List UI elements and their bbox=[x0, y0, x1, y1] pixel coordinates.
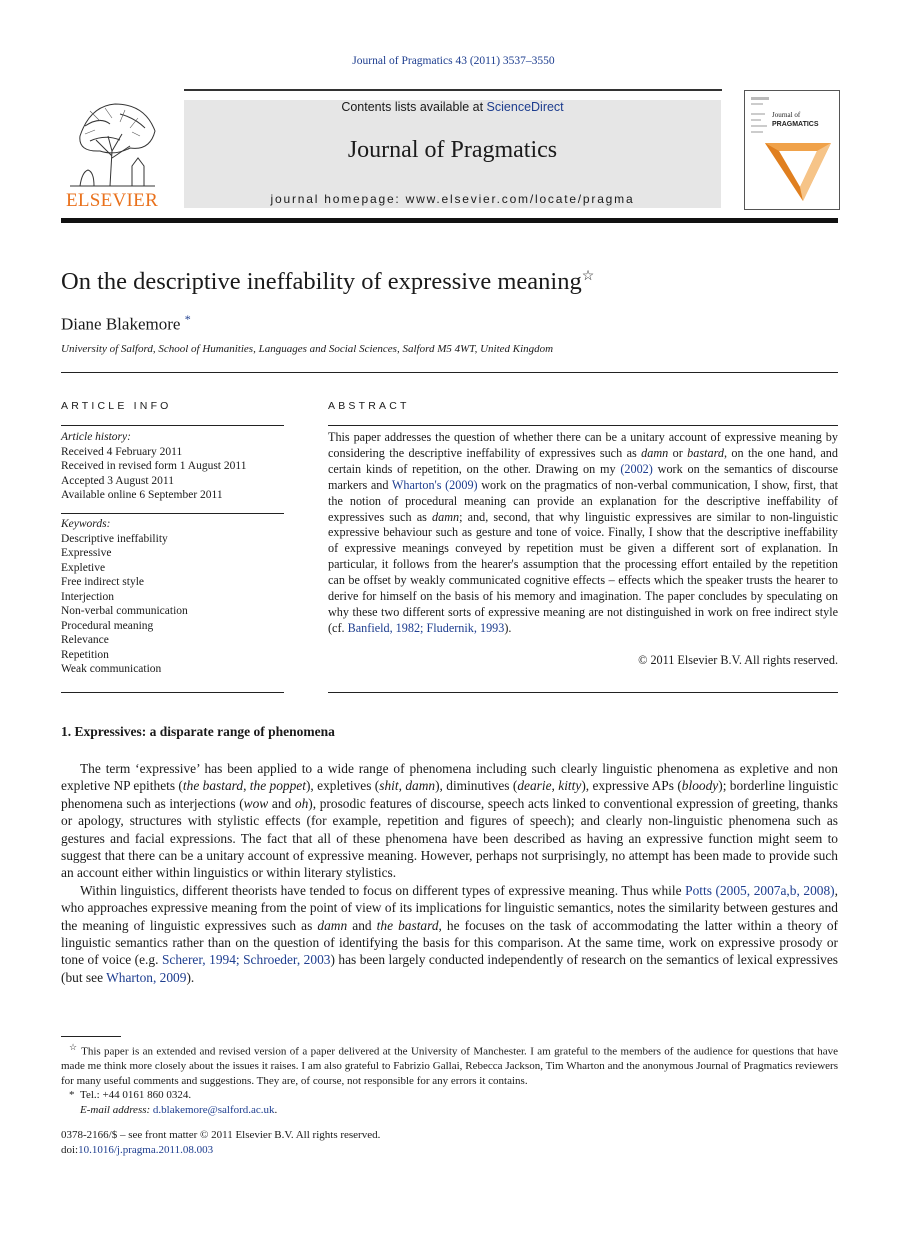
journal-homepage[interactable]: journal homepage: www.elsevier.com/locate/pragma bbox=[270, 192, 635, 206]
footnote-rule bbox=[61, 1036, 121, 1037]
ref-link[interactable]: Potts (2005, 2007a,b, 2008) bbox=[685, 882, 835, 898]
abstract-rule bbox=[328, 425, 838, 426]
history-item: Available online 6 September 2011 bbox=[61, 489, 223, 501]
copyright-notice: © 2011 Elsevier B.V. All rights reserved. bbox=[638, 653, 838, 667]
history-heading: Article history: bbox=[61, 431, 131, 443]
keyword-item: Repetition bbox=[61, 648, 109, 661]
ref-link[interactable]: Wharton, 2009 bbox=[106, 969, 187, 985]
header-thick-rule bbox=[61, 218, 838, 223]
journal-title: Journal of Pragmatics bbox=[347, 137, 558, 163]
article-history bbox=[61, 430, 284, 503]
author-affiliation: University of Salford, School of Humanities, Languages and Social Sciences, Salford M5 4WT, United Kingdom bbox=[61, 343, 554, 355]
keyword-item: Descriptive ineffability bbox=[61, 532, 168, 545]
keywords-heading: Keywords: bbox=[61, 518, 111, 530]
author-email-link[interactable]: d.blakemore@salford.ac.uk bbox=[152, 1104, 275, 1117]
issn-line: 0378-2166/$ – see front matter © 2011 Elsevier B.V. All rights reserved. bbox=[61, 1129, 381, 1141]
contents-line: Contents lists available at ScienceDirect bbox=[341, 100, 564, 114]
keyword-item: Interjection bbox=[61, 590, 115, 603]
cover-art-icon bbox=[745, 91, 839, 209]
journal-citation[interactable]: Journal of Pragmatics 43 (2011) 3537–3550 bbox=[352, 55, 555, 67]
article-info-rule bbox=[61, 425, 284, 426]
title-footnote-mark[interactable]: ☆ bbox=[581, 269, 595, 284]
article-info-label: ARTICLE INFO bbox=[61, 400, 172, 412]
elsevier-logo-text: ELSEVIER bbox=[65, 190, 159, 211]
journal-cover bbox=[744, 90, 840, 210]
history-item: Received 4 February 2011 bbox=[61, 445, 183, 458]
author-name: Diane Blakemore * bbox=[61, 312, 191, 334]
keywords-rule bbox=[61, 513, 284, 514]
cover-title-line1: Journal of bbox=[772, 111, 801, 119]
history-item: Accepted 3 August 2011 bbox=[61, 474, 174, 487]
footnote-star-mark: ☆ bbox=[69, 1042, 78, 1052]
footnote-asterisk-mark: * bbox=[69, 1089, 75, 1102]
abstract-label: ABSTRACT bbox=[328, 400, 410, 412]
body-paragraph: The term ‘expressive’ has been applied to a wide range of phenomena including such clearly linguistic phenomena as expletive and non expletive NP epithets (the bastard, the poppet), expletives (shit, damn), diminutives (dearie, kitty), expressive APs (bloody); borderline linguistic phenomena such as interjections (wow and oh), prosodic features of discourse, speech acts linked to conventional expression of greeting, thanks or apology, structures with stylistic effects (for example, repetition and figures of speech); and clearly non-linguistic phenomena such as gestures and facial expressions. The fact that all of these phenomena have been described as having an expressive function might seem to suggest that there can be a unitary account of expressive meaning. However, perhaps not surprisingly, no attempt has been made to provide such an account either within linguistics or within literary stylistics. Within linguistics, different theorists have tended to focus on different types of expressive meaning. Thus while Potts (2005, 2007a,b, 2008), who approaches expressive meaning from the point of view of its implications for linguistic semantics, notes the similarity between gestures and the meaning of linguistic expressives such as damn and the bastard, he focuses on the task of accommodating the latter within a theory of linguistic semantics rather than on the question of identifying the basis for this comparison. At the same time, work on expressive prosody or tone of voice (e.g. Scherer, 1994; Schroeder, 2003) has been largely conducted independently of research on the semantics of lexical expressives (but see Wharton, 2009). bbox=[61, 761, 839, 985]
article-title: On the descriptive ineffability of expressive meaning☆ bbox=[61, 268, 595, 296]
header-top-rule bbox=[184, 89, 722, 91]
keyword-item: Free indirect style bbox=[61, 576, 145, 588]
cover-title-line2: PRAGMATICS bbox=[772, 121, 819, 128]
keyword-item: Weak communication bbox=[61, 663, 162, 675]
sciencedirect-link[interactable]: ScienceDirect bbox=[486, 100, 564, 114]
doi-link[interactable]: 10.1016/j.pragma.2011.08.003 bbox=[78, 1144, 214, 1156]
keyword-item: Expletive bbox=[61, 561, 106, 574]
ref-link[interactable]: Wharton's (2009) bbox=[391, 477, 478, 492]
abstract-bottom-rule bbox=[328, 692, 838, 693]
history-item: Received in revised form 1 August 2011 bbox=[61, 460, 247, 472]
keyword-item: Procedural meaning bbox=[61, 619, 154, 632]
footnotes: ☆ This paper is an extended and revised version of a paper delivered at the University of Manchester. I am grateful to the members of the audience for questions that have made me think more closely about the issues it raises. I am also grateful to Fabrizio Gallai, Rebecca Jackson, Tim Wharton and the anonymous Journal of Pragmatics reviewers for many useful comments and suggestions. They are, of course, not responsible for any errors it contains. * Tel.: +44 0161 860 0324. E-mail address: d.blakemore@salford.ac.uk. bbox=[61, 1042, 838, 1117]
keyword-item: Non-verbal communication bbox=[61, 605, 188, 617]
article-info-bottom-rule bbox=[61, 692, 284, 693]
ref-link[interactable]: (2002) bbox=[620, 461, 653, 476]
keyword-item: Relevance bbox=[61, 634, 109, 646]
ref-link[interactable]: Scherer, 1994; Schroeder, 2003 bbox=[161, 952, 331, 968]
doi-line: doi:10.1016/j.pragma.2011.08.003 bbox=[61, 1144, 214, 1156]
front-matter-info bbox=[61, 1128, 380, 1158]
keywords-list bbox=[61, 517, 284, 677]
title-divider bbox=[61, 372, 838, 373]
section-heading: 1. Expressives: a disparate range of phenomena bbox=[61, 724, 335, 739]
keyword-item: Expressive bbox=[61, 547, 112, 559]
abstract-text: This paper addresses the question of whether there can be a unitary account of expressive meaning by considering the descriptive ineffability of expressives such as damn or bastard, on the one hand, and certain kinds of repetition, on the other. Drawing on my (2002) work on the semantics of discourse markers and Wharton's (2009) work on the pragmatics of non-verbal communication, I show, first, that the notion of procedural meaning can provide an explanation for the descriptive ineffability of expressives such as damn; and, second, that why linguistic expressives are similar to non-linguistic expressive behaviour such as gesture and tone of voice. Finally, I show that the descriptive ineffability of expressive meanings conveyed by repetition must be given a different sort of explanation. In particular, it follows from the hearer's assumption that the processing effort entailed by the repetition can be offset by weakly communicated cognitive effects – effects which the speaker trusts the hearer to derive for himself on the basis of his memory and imagination. The paper concludes by speculating on why these two different sorts of expressive meaning are not distinguished in work on free indirect style (cf. Banfield, 1982; Fludernik, 1993). bbox=[328, 430, 838, 635]
author-footnote-mark[interactable]: * bbox=[184, 312, 191, 326]
ref-link[interactable]: Banfield, 1982; Fludernik, 1993 bbox=[347, 620, 505, 635]
